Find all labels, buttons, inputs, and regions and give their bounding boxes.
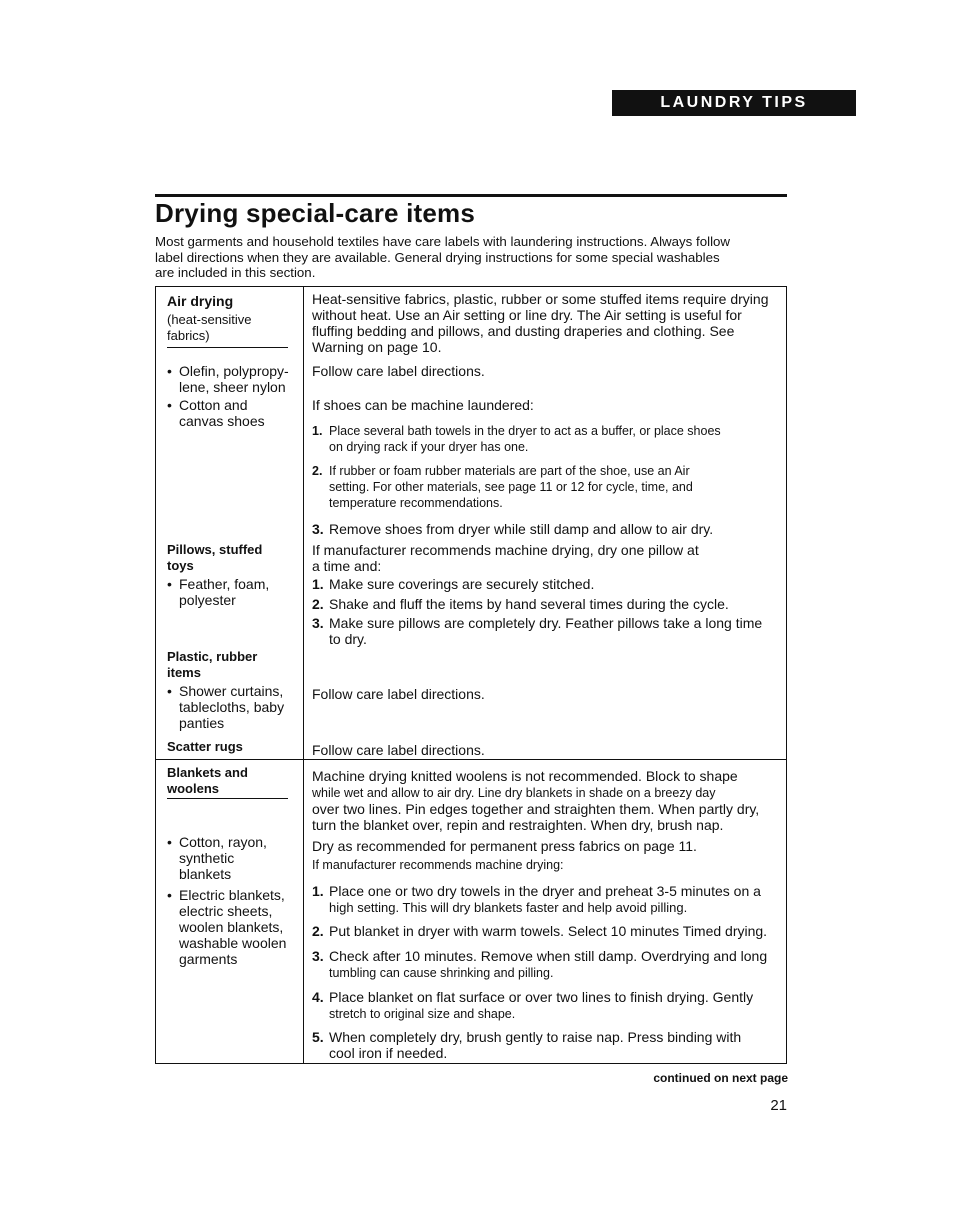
line: panties bbox=[179, 715, 225, 731]
page-number: 21 bbox=[770, 1097, 787, 1114]
item-electric-blankets bbox=[179, 887, 286, 967]
pillow-step-2 bbox=[312, 596, 729, 612]
line: synthetic bbox=[179, 850, 235, 866]
if-manufacturer-recommends: If manufacturer recommends machine drying: bbox=[312, 858, 564, 872]
shoes-step-2 bbox=[312, 463, 693, 511]
line: toys bbox=[167, 558, 194, 573]
line: canvas shoes bbox=[179, 413, 265, 429]
line: setting. For other materials, see page 11 or 12 for cycle, time, and bbox=[329, 480, 693, 494]
line: over two lines. Pin edges together and straighten them. When partly dry, bbox=[312, 801, 760, 817]
line: Place several bath towels in the dryer to act as a buffer, or place shoes bbox=[329, 424, 721, 438]
step-number: 2. bbox=[312, 923, 324, 939]
section-tab: LAUNDRY TIPS bbox=[612, 90, 856, 116]
line: cool iron if needed. bbox=[329, 1045, 448, 1061]
line: Plastic, rubber bbox=[167, 649, 258, 664]
line: turn the blanket over, repin and restraighten. When dry, brush nap. bbox=[312, 817, 724, 833]
follow-directions-olefin: Follow care label directions. bbox=[312, 363, 485, 379]
line: tumbling can cause shrinking and pilling. bbox=[329, 966, 554, 980]
line: Olefin, polypropy- bbox=[179, 363, 289, 379]
follow-directions-plastic: Follow care label directions. bbox=[312, 686, 485, 702]
line: without heat. Use an Air setting or line dry. The Air setting is useful for bbox=[312, 307, 742, 323]
line: Remove shoes from dryer while still damp and allow to air dry. bbox=[329, 521, 714, 537]
line: Warning on page 10. bbox=[312, 339, 442, 355]
line: Place one or two dry towels in the dryer and preheat 3-5 minutes on a bbox=[329, 883, 761, 899]
step-number: 3. bbox=[312, 521, 324, 537]
heat-sensitive-paragraph bbox=[312, 291, 769, 355]
pillows-heading bbox=[167, 542, 262, 574]
line: stretch to original size and shape. bbox=[329, 1007, 516, 1021]
line: Electric blankets, bbox=[179, 887, 285, 903]
shoes-intro: If shoes can be machine laundered: bbox=[312, 397, 534, 413]
line: to dry. bbox=[329, 631, 367, 647]
line: on drying rack if your dryer has one. bbox=[329, 440, 529, 454]
item-shower-curtains bbox=[179, 683, 284, 731]
line: while wet and allow to air dry. Line dry blankets in shade on a breezy day bbox=[312, 786, 716, 800]
intro-paragraph bbox=[155, 234, 795, 281]
pillow-step-3 bbox=[312, 615, 763, 647]
care-table bbox=[155, 286, 787, 1064]
dry-as-recommended: Dry as recommended for permanent press fabrics on page 11. bbox=[312, 838, 697, 854]
line: a time and: bbox=[312, 558, 382, 574]
blanket-step-1 bbox=[312, 883, 761, 916]
blanket-step-4 bbox=[312, 989, 754, 1022]
step-number: 1. bbox=[312, 883, 324, 899]
line: fabrics) bbox=[167, 328, 210, 343]
line: electric sheets, bbox=[179, 903, 273, 919]
line: If manufacturer recommends machine drying, dry one pillow at bbox=[312, 542, 699, 558]
line: Heat-sensitive fabrics, plastic, rubber or some stuffed items require drying bbox=[312, 291, 769, 307]
step-number: 2. bbox=[312, 596, 324, 612]
step-number: 4. bbox=[312, 989, 324, 1005]
heading-underline bbox=[167, 798, 288, 799]
blanket-intro bbox=[312, 768, 759, 833]
line: woolen blankets, bbox=[179, 919, 284, 935]
intro-line: Most garments and household textiles have care labels with laundering instructions. Always follow bbox=[155, 234, 731, 249]
line: items bbox=[167, 665, 201, 680]
blanket-step-5 bbox=[312, 1029, 742, 1061]
line: Cotton and bbox=[179, 397, 248, 413]
page-title: Drying special-care items bbox=[155, 198, 476, 228]
line: high setting. This will dry blankets faster and help avoid pilling. bbox=[329, 900, 688, 915]
step-number: 1. bbox=[312, 424, 323, 438]
line: Make sure coverings are securely stitched. bbox=[329, 576, 595, 592]
item-cotton-rayon bbox=[179, 834, 267, 882]
line: Place blanket on flat surface or over two lines to finish drying. Gently bbox=[329, 989, 754, 1005]
step-number: 5. bbox=[312, 1029, 324, 1045]
intro-line: are included in this section. bbox=[155, 265, 316, 280]
air-drying-sub bbox=[167, 312, 252, 344]
row-divider bbox=[156, 759, 786, 760]
step-number: 1. bbox=[312, 576, 324, 592]
air-drying-heading: Air drying bbox=[167, 293, 234, 309]
heading-underline bbox=[167, 347, 288, 348]
line: polyester bbox=[179, 592, 236, 608]
blankets-heading bbox=[167, 765, 248, 797]
line: If rubber or foam rubber materials are part of the shoe, use an Air bbox=[329, 464, 690, 478]
line: Blankets and bbox=[167, 765, 248, 780]
line: Machine drying knitted woolens is not recommended. Block to shape bbox=[312, 768, 738, 784]
line: Put blanket in dryer with warm towels. Select 10 minutes Timed drying. bbox=[329, 923, 768, 939]
line: tablecloths, baby bbox=[179, 699, 285, 715]
column-divider bbox=[303, 287, 304, 1063]
line: Feather, foam, bbox=[179, 576, 270, 592]
step-number: 3. bbox=[312, 615, 324, 631]
follow-directions-rugs: Follow care label directions. bbox=[312, 742, 485, 758]
line: fluffing bedding and pillows, and dusting draperies and clothing. See bbox=[312, 323, 735, 339]
line: blankets bbox=[179, 866, 232, 882]
line: woolens bbox=[167, 781, 220, 796]
item-cotton-shoes bbox=[179, 397, 265, 429]
line: lene, sheer nylon bbox=[179, 379, 286, 395]
shoes-step-1 bbox=[312, 423, 721, 455]
plastic-heading bbox=[167, 649, 257, 681]
line: Shower curtains, bbox=[179, 683, 284, 699]
line: washable woolen bbox=[179, 935, 287, 951]
continued-notice: continued on next page bbox=[653, 1071, 788, 1085]
line: Make sure pillows are completely dry. Feather pillows take a long time bbox=[329, 615, 763, 631]
scatter-rugs-heading: Scatter rugs bbox=[167, 739, 243, 754]
step-number: 2. bbox=[312, 464, 323, 478]
step-number: 3. bbox=[312, 948, 324, 964]
intro-line: label directions when they are available. General drying instructions for some special washables bbox=[155, 249, 720, 265]
item-olefin bbox=[179, 363, 289, 395]
pillows-intro bbox=[312, 542, 699, 574]
line: garments bbox=[179, 951, 238, 967]
line: Cotton, rayon, bbox=[179, 834, 267, 850]
line: Check after 10 minutes. Remove when still damp. Overdrying and long bbox=[329, 948, 768, 964]
item-feather bbox=[179, 576, 269, 608]
shoes-step-3 bbox=[312, 521, 714, 537]
blanket-step-3 bbox=[312, 948, 768, 981]
title-rule bbox=[155, 194, 787, 197]
line: temperature recommendations. bbox=[329, 496, 503, 510]
line: When completely dry, brush gently to raise nap. Press binding with bbox=[329, 1029, 742, 1045]
blanket-step-2 bbox=[312, 923, 768, 939]
line: Pillows, stuffed bbox=[167, 542, 263, 557]
pillow-step-1 bbox=[312, 576, 595, 592]
line: (heat-sensitive bbox=[167, 312, 252, 327]
line: Shake and fluff the items by hand several times during the cycle. bbox=[329, 596, 729, 612]
